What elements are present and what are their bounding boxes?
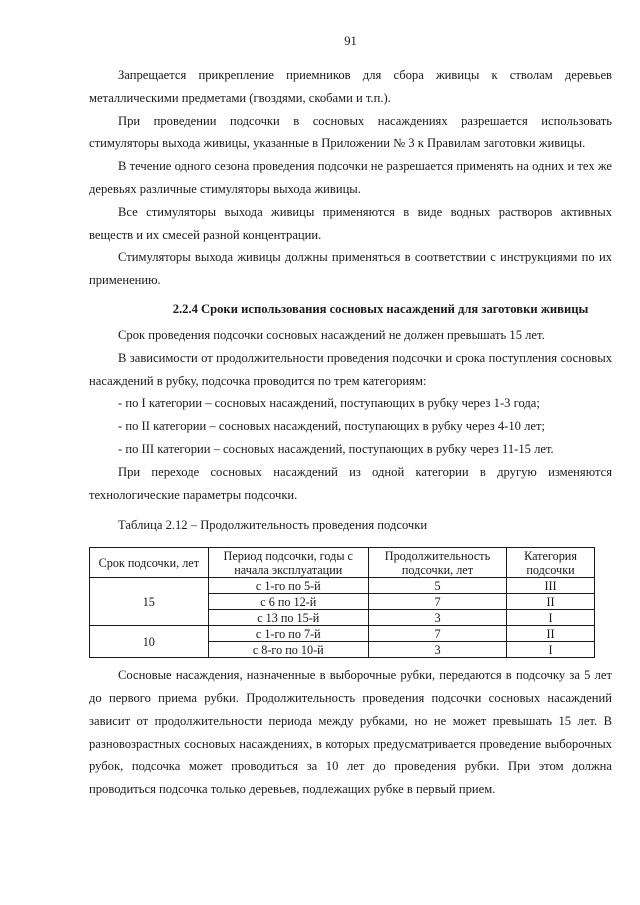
- table-header-row: [90, 548, 595, 578]
- table-cell-category: I: [507, 610, 595, 626]
- page-number: 91: [344, 34, 357, 48]
- table-cell-term: 10: [90, 626, 209, 658]
- table-cell-duration: 7: [368, 594, 506, 610]
- list-item: - по III категории – сосновых насаждений, поступающих в рубку через 11-15 лет.: [118, 441, 554, 456]
- table-row: [90, 626, 595, 642]
- paragraph-2: При проведении подсочки в сосновых насаждениях разрешается использовать стимуляторы выхода живицы, указанные в Приложении № 3 к Правилам заготовки живицы.: [89, 113, 612, 151]
- table-header-cell: Категория подсочки: [507, 548, 595, 578]
- table-cell-duration: 5: [368, 578, 506, 594]
- table-cell-period: с 1-го по 5-й: [208, 578, 368, 594]
- table-header-cell: Продолжительность подсочки, лет: [368, 548, 506, 578]
- duration-table: [89, 547, 595, 658]
- table-cell-period: с 8-го по 10-й: [208, 642, 368, 658]
- table-cell-period: с 6 по 12-й: [208, 594, 368, 610]
- table-row: [90, 578, 595, 594]
- paragraph-3: В течение одного сезона проведения подсочки не разрешается применять на одних и тех же деревьях различные стимуляторы выхода живицы.: [89, 159, 612, 196]
- paragraph-1: Запрещается прикрепление приемников для сбора живицы к стволам деревьев металлическими предметами (гвоздями, скобами и т.п.).: [89, 68, 612, 105]
- paragraph-8: При переходе сосновых насаждений из одной категории в другую изменяются технологические параметры подсочки.: [89, 464, 612, 502]
- list-item: - по I категории – сосновых насаждений, поступающих в рубку через 1-3 года;: [118, 396, 540, 411]
- table-cell-period: с 1-го по 7-й: [208, 626, 368, 642]
- table-caption: Таблица 2.12 – Продолжительность проведения подсочки: [118, 518, 428, 533]
- paragraph-6: Срок проведения подсочки сосновых насаждений не должен превышать 15 лет.: [118, 327, 545, 342]
- table-cell-duration: 3: [368, 610, 506, 626]
- table-cell-category: II: [507, 626, 595, 642]
- table-cell-category: III: [507, 578, 595, 594]
- table-cell-period: с 13 по 15-й: [208, 610, 368, 626]
- list-item: - по II категории – сосновых насаждений, поступающих в рубку через 4-10 лет;: [118, 419, 545, 434]
- table-header-cell: Срок подсочки, лет: [90, 548, 209, 578]
- paragraph-7: В зависимости от продолжительности проведения подсочки и срока поступления сосновых насаждений в рубку, подсочка проводится по трем категориям:: [89, 350, 612, 388]
- table-cell-duration: 7: [368, 626, 506, 642]
- section-heading: 2.2.4 Сроки использования сосновых насаждений для заготовки живицы: [172, 301, 589, 316]
- paragraph-9: Сосновые насаждения, назначенные в выборочные рубки, передаются в подсочку за 5 лет до первого приема рубки. Продолжительность проведения подсочки сосновых насаждений зависит от продолжительности периода между рубками, но не может превышать 15 лет. В разновозрастных сосновых насаждениях, в которых предусматривается проведение выборочных рубок, подсочка может проводиться за 10 лет до проведения рубки. При этом должна проводиться подсочка только деревьев, подлежащих рубке в первый прием.: [89, 668, 612, 797]
- paragraph-4: Все стимуляторы выхода живицы применяются в виде водных растворов активных веществ и их смесей разной концентрации.: [89, 204, 612, 242]
- table-cell-term: 15: [90, 578, 209, 626]
- table-cell-duration: 3: [368, 642, 506, 658]
- paragraph-5: Стимуляторы выхода живицы должны применяться в соответствии с инструкциями по их применению.: [89, 250, 612, 288]
- table-cell-category: II: [507, 594, 595, 610]
- table-cell-category: I: [507, 642, 595, 658]
- table-header-cell: Период подсочки, годы с начала эксплуатации: [208, 548, 368, 578]
